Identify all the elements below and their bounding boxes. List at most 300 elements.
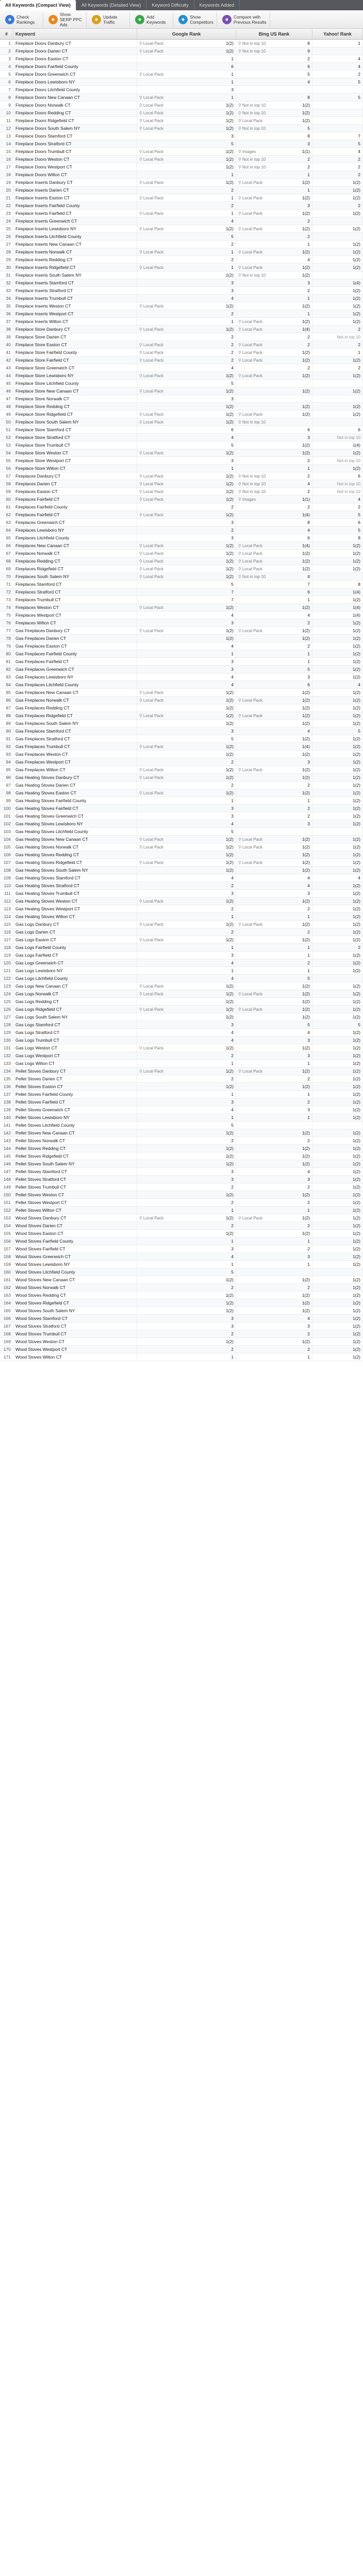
table-row[interactable]: [0, 156, 363, 163]
keyword-cell[interactable]: [13, 488, 137, 495]
keyword-cell[interactable]: [13, 596, 137, 603]
table-row[interactable]: [0, 1153, 363, 1160]
keyword-cell[interactable]: [13, 272, 137, 279]
table-row[interactable]: [0, 1114, 363, 1122]
keyword-cell[interactable]: [13, 851, 137, 858]
table-row[interactable]: [0, 565, 363, 573]
keyword-cell[interactable]: [13, 1098, 137, 1106]
table-row[interactable]: [0, 1261, 363, 1268]
keyword-cell[interactable]: [13, 1315, 137, 1322]
table-row[interactable]: [0, 1060, 363, 1067]
keyword-cell[interactable]: [13, 63, 137, 70]
table-row[interactable]: [0, 859, 363, 867]
table-row[interactable]: [0, 952, 363, 959]
table-row[interactable]: [0, 1307, 363, 1315]
keyword-cell[interactable]: [13, 527, 137, 534]
table-row[interactable]: [0, 47, 363, 55]
keyword-cell[interactable]: [13, 1114, 137, 1121]
table-row[interactable]: [0, 233, 363, 241]
table-row[interactable]: [0, 442, 363, 449]
table-row[interactable]: [0, 913, 363, 921]
keyword-cell[interactable]: [13, 874, 137, 882]
tab-1[interactable]: All Keywords (Detailed View): [76, 0, 146, 10]
table-row[interactable]: [0, 55, 363, 63]
keyword-cell[interactable]: [13, 1183, 137, 1191]
keyword-cell[interactable]: [13, 789, 137, 796]
table-row[interactable]: [0, 1222, 363, 1230]
table-row[interactable]: [0, 1315, 363, 1323]
table-row[interactable]: [0, 712, 363, 720]
table-row[interactable]: [0, 812, 363, 820]
table-row[interactable]: [0, 1168, 363, 1176]
table-row[interactable]: [0, 279, 363, 287]
tab-3[interactable]: Keywords Added: [194, 0, 240, 10]
table-row[interactable]: [0, 1191, 363, 1199]
keyword-cell[interactable]: [13, 534, 137, 541]
table-row[interactable]: [0, 789, 363, 797]
keyword-cell[interactable]: [13, 117, 137, 124]
keyword-cell[interactable]: [13, 194, 137, 201]
table-row[interactable]: [0, 1330, 363, 1338]
table-row[interactable]: [0, 990, 363, 998]
keyword-cell[interactable]: [13, 1067, 137, 1075]
keyword-cell[interactable]: [13, 1191, 137, 1198]
table-row[interactable]: [0, 449, 363, 457]
table-row[interactable]: [0, 627, 363, 635]
keyword-cell[interactable]: [13, 627, 137, 634]
keyword-cell[interactable]: [13, 519, 137, 526]
table-row[interactable]: [0, 928, 363, 936]
table-row[interactable]: [0, 287, 363, 295]
column-header-keyword[interactable]: Keyword: [13, 29, 137, 39]
table-row[interactable]: [0, 959, 363, 967]
table-row[interactable]: [0, 465, 363, 472]
keyword-cell[interactable]: [13, 1029, 137, 1036]
table-row[interactable]: [0, 1122, 363, 1129]
keyword-cell[interactable]: [13, 913, 137, 920]
table-row[interactable]: [0, 326, 363, 333]
table-row[interactable]: [0, 403, 363, 411]
keyword-cell[interactable]: [13, 897, 137, 905]
keyword-cell[interactable]: [13, 928, 137, 936]
table-row[interactable]: [0, 387, 363, 395]
table-row[interactable]: [0, 372, 363, 380]
toolbar-button-3[interactable]: [132, 12, 173, 27]
table-row[interactable]: [0, 1176, 363, 1183]
table-row[interactable]: [0, 1145, 363, 1153]
table-row[interactable]: [0, 434, 363, 442]
table-row[interactable]: [0, 782, 363, 789]
keyword-cell[interactable]: [13, 1052, 137, 1059]
keyword-cell[interactable]: [13, 998, 137, 1005]
toolbar-button-4[interactable]: [175, 12, 217, 27]
keyword-cell[interactable]: [13, 565, 137, 572]
keyword-cell[interactable]: [13, 302, 137, 310]
table-row[interactable]: [0, 1052, 363, 1060]
keyword-cell[interactable]: [13, 1268, 137, 1276]
keyword-cell[interactable]: [13, 1006, 137, 1013]
table-row[interactable]: [0, 418, 363, 426]
keyword-cell[interactable]: [13, 109, 137, 116]
keyword-cell[interactable]: [13, 859, 137, 866]
keyword-cell[interactable]: [13, 774, 137, 781]
keyword-cell[interactable]: [13, 1129, 137, 1137]
keyword-cell[interactable]: [13, 557, 137, 565]
table-row[interactable]: [0, 1006, 363, 1013]
table-row[interactable]: [0, 851, 363, 859]
table-row[interactable]: [0, 936, 363, 944]
table-row[interactable]: [0, 163, 363, 171]
table-row[interactable]: [0, 40, 363, 47]
keyword-cell[interactable]: [13, 395, 137, 402]
keyword-cell[interactable]: [13, 1261, 137, 1268]
table-row[interactable]: [0, 217, 363, 225]
tab-2[interactable]: Keyword Difficulty: [146, 0, 194, 10]
keyword-cell[interactable]: [13, 364, 137, 371]
keyword-cell[interactable]: [13, 1330, 137, 1337]
keyword-cell[interactable]: [13, 357, 137, 364]
keyword-cell[interactable]: [13, 1060, 137, 1067]
keyword-cell[interactable]: [13, 449, 137, 456]
table-row[interactable]: [0, 581, 363, 588]
table-row[interactable]: [0, 635, 363, 642]
keyword-cell[interactable]: [13, 612, 137, 619]
keyword-cell[interactable]: [13, 472, 137, 480]
table-row[interactable]: [0, 542, 363, 550]
table-row[interactable]: [0, 828, 363, 836]
table-row[interactable]: [0, 109, 363, 117]
table-row[interactable]: [0, 225, 363, 233]
table-row[interactable]: [0, 982, 363, 990]
table-row[interactable]: [0, 395, 363, 403]
keyword-cell[interactable]: [13, 40, 137, 47]
table-row[interactable]: [0, 921, 363, 928]
table-row[interactable]: [0, 86, 363, 94]
keyword-cell[interactable]: [13, 828, 137, 835]
table-row[interactable]: [0, 697, 363, 704]
keyword-cell[interactable]: [13, 256, 137, 263]
table-row[interactable]: [0, 1091, 363, 1098]
toolbar-button-5[interactable]: [219, 12, 270, 27]
keyword-cell[interactable]: [13, 542, 137, 549]
keyword-cell[interactable]: [13, 480, 137, 487]
keyword-cell[interactable]: [13, 101, 137, 109]
table-row[interactable]: [0, 1106, 363, 1114]
keyword-cell[interactable]: [13, 47, 137, 55]
keyword-cell[interactable]: [13, 132, 137, 140]
keyword-cell[interactable]: [13, 372, 137, 379]
table-row[interactable]: [0, 511, 363, 519]
keyword-cell[interactable]: [13, 959, 137, 967]
table-row[interactable]: [0, 1284, 363, 1292]
table-row[interactable]: [0, 720, 363, 727]
table-row[interactable]: [0, 666, 363, 673]
table-row[interactable]: [0, 758, 363, 766]
table-row[interactable]: [0, 519, 363, 527]
keyword-cell[interactable]: [13, 782, 137, 789]
keyword-cell[interactable]: [13, 681, 137, 688]
keyword-cell[interactable]: [13, 1346, 137, 1353]
keyword-cell[interactable]: [13, 820, 137, 827]
table-row[interactable]: [0, 187, 363, 194]
table-row[interactable]: [0, 125, 363, 132]
keyword-cell[interactable]: [13, 1253, 137, 1260]
table-row[interactable]: [0, 63, 363, 71]
keyword-cell[interactable]: [13, 310, 137, 317]
table-row[interactable]: [0, 743, 363, 751]
keyword-cell[interactable]: [13, 635, 137, 642]
table-row[interactable]: [0, 71, 363, 78]
table-row[interactable]: [0, 426, 363, 434]
table-row[interactable]: [0, 1299, 363, 1307]
keyword-cell[interactable]: [13, 1338, 137, 1345]
keyword-cell[interactable]: [13, 936, 137, 943]
keyword-cell[interactable]: [13, 642, 137, 650]
keyword-cell[interactable]: [13, 1207, 137, 1214]
table-row[interactable]: [0, 967, 363, 975]
table-row[interactable]: [0, 310, 363, 318]
table-row[interactable]: [0, 1253, 363, 1261]
keyword-cell[interactable]: [13, 341, 137, 348]
table-row[interactable]: [0, 264, 363, 272]
table-row[interactable]: [0, 658, 363, 666]
table-row[interactable]: [0, 503, 363, 511]
table-row[interactable]: [0, 256, 363, 264]
keyword-cell[interactable]: [13, 217, 137, 225]
table-row[interactable]: [0, 132, 363, 140]
table-row[interactable]: [0, 1338, 363, 1346]
table-row[interactable]: [0, 1029, 363, 1037]
keyword-cell[interactable]: [13, 1323, 137, 1330]
keyword-cell[interactable]: [13, 233, 137, 240]
table-row[interactable]: [0, 882, 363, 890]
keyword-cell[interactable]: [13, 1160, 137, 1167]
keyword-cell[interactable]: [13, 843, 137, 851]
table-row[interactable]: [0, 1230, 363, 1238]
keyword-cell[interactable]: [13, 202, 137, 209]
table-row[interactable]: [0, 248, 363, 256]
keyword-cell[interactable]: [13, 1122, 137, 1129]
keyword-cell[interactable]: [13, 982, 137, 990]
keyword-cell[interactable]: [13, 503, 137, 511]
table-row[interactable]: [0, 1021, 363, 1029]
keyword-cell[interactable]: [13, 805, 137, 812]
keyword-cell[interactable]: [13, 1230, 137, 1237]
table-row[interactable]: [0, 557, 363, 565]
table-row[interactable]: [0, 897, 363, 905]
keyword-cell[interactable]: [13, 550, 137, 557]
table-row[interactable]: [0, 364, 363, 372]
table-row[interactable]: [0, 596, 363, 604]
keyword-cell[interactable]: [13, 650, 137, 657]
keyword-cell[interactable]: [13, 140, 137, 147]
keyword-cell[interactable]: [13, 326, 137, 333]
table-row[interactable]: [0, 1214, 363, 1222]
table-row[interactable]: [0, 681, 363, 689]
table-row[interactable]: [0, 890, 363, 897]
keyword-cell[interactable]: [13, 94, 137, 101]
keyword-cell[interactable]: [13, 1284, 137, 1291]
table-row[interactable]: [0, 1276, 363, 1284]
table-row[interactable]: [0, 874, 363, 882]
keyword-cell[interactable]: [13, 921, 137, 928]
keyword-cell[interactable]: [13, 1276, 137, 1283]
keyword-cell[interactable]: [13, 241, 137, 248]
table-row[interactable]: [0, 604, 363, 612]
table-row[interactable]: [0, 411, 363, 418]
keyword-cell[interactable]: [13, 812, 137, 820]
keyword-cell[interactable]: [13, 890, 137, 897]
keyword-cell[interactable]: [13, 735, 137, 742]
keyword-cell[interactable]: [13, 1037, 137, 1044]
table-row[interactable]: [0, 766, 363, 774]
keyword-cell[interactable]: [13, 179, 137, 186]
keyword-cell[interactable]: [13, 1013, 137, 1021]
keyword-cell[interactable]: [13, 1168, 137, 1175]
table-row[interactable]: [0, 349, 363, 357]
keyword-cell[interactable]: [13, 1299, 137, 1307]
table-row[interactable]: [0, 1129, 363, 1137]
table-row[interactable]: [0, 673, 363, 681]
column-header-bing-rank[interactable]: Bing US Rank: [236, 29, 312, 39]
keyword-cell[interactable]: [13, 264, 137, 271]
column-header-number[interactable]: #: [0, 29, 13, 39]
keyword-cell[interactable]: [13, 318, 137, 325]
keyword-cell[interactable]: [13, 1214, 137, 1222]
keyword-cell[interactable]: [13, 125, 137, 132]
keyword-cell[interactable]: [13, 156, 137, 163]
keyword-cell[interactable]: [13, 758, 137, 766]
keyword-cell[interactable]: [13, 295, 137, 302]
table-row[interactable]: [0, 805, 363, 812]
keyword-cell[interactable]: [13, 766, 137, 773]
table-row[interactable]: [0, 1199, 363, 1207]
table-row[interactable]: [0, 1044, 363, 1052]
keyword-cell[interactable]: [13, 967, 137, 974]
table-row[interactable]: [0, 774, 363, 782]
keyword-cell[interactable]: [13, 1176, 137, 1183]
column-header-yahoo-rank[interactable]: Yahoo! Rank: [312, 29, 363, 39]
table-row[interactable]: [0, 944, 363, 952]
table-row[interactable]: [0, 612, 363, 619]
table-row[interactable]: [0, 650, 363, 658]
keyword-cell[interactable]: [13, 380, 137, 387]
keyword-cell[interactable]: [13, 349, 137, 356]
table-row[interactable]: [0, 534, 363, 542]
table-row[interactable]: [0, 573, 363, 581]
table-row[interactable]: [0, 94, 363, 101]
table-row[interactable]: [0, 836, 363, 843]
table-row[interactable]: [0, 527, 363, 534]
table-row[interactable]: [0, 140, 363, 148]
keyword-cell[interactable]: [13, 1106, 137, 1113]
keyword-cell[interactable]: [13, 1021, 137, 1028]
keyword-cell[interactable]: [13, 1075, 137, 1082]
table-row[interactable]: [0, 1137, 363, 1145]
keyword-cell[interactable]: [13, 171, 137, 178]
keyword-cell[interactable]: [13, 496, 137, 503]
table-row[interactable]: [0, 1268, 363, 1276]
table-row[interactable]: [0, 480, 363, 488]
keyword-cell[interactable]: [13, 704, 137, 711]
keyword-cell[interactable]: [13, 743, 137, 750]
keyword-cell[interactable]: [13, 588, 137, 596]
keyword-cell[interactable]: [13, 387, 137, 395]
keyword-cell[interactable]: [13, 225, 137, 232]
table-row[interactable]: [0, 78, 363, 86]
toolbar-button-0[interactable]: [2, 12, 43, 27]
keyword-cell[interactable]: [13, 1083, 137, 1090]
keyword-cell[interactable]: [13, 604, 137, 611]
table-row[interactable]: [0, 642, 363, 650]
keyword-cell[interactable]: [13, 1353, 137, 1361]
table-row[interactable]: [0, 488, 363, 496]
keyword-cell[interactable]: [13, 944, 137, 951]
table-row[interactable]: [0, 735, 363, 743]
keyword-cell[interactable]: [13, 434, 137, 441]
table-row[interactable]: [0, 171, 363, 179]
keyword-cell[interactable]: [13, 411, 137, 418]
table-row[interactable]: [0, 1083, 363, 1091]
keyword-cell[interactable]: [13, 952, 137, 959]
keyword-cell[interactable]: [13, 673, 137, 681]
keyword-cell[interactable]: [13, 1199, 137, 1206]
keyword-cell[interactable]: [13, 148, 137, 155]
keyword-cell[interactable]: [13, 1044, 137, 1052]
keyword-cell[interactable]: [13, 86, 137, 93]
table-row[interactable]: [0, 704, 363, 712]
keyword-cell[interactable]: [13, 720, 137, 727]
table-row[interactable]: [0, 179, 363, 187]
table-row[interactable]: [0, 210, 363, 217]
keyword-cell[interactable]: [13, 55, 137, 62]
table-row[interactable]: [0, 1160, 363, 1168]
tab-0[interactable]: All Keywords (Compact View): [0, 0, 76, 10]
keyword-cell[interactable]: [13, 797, 137, 804]
keyword-cell[interactable]: [13, 666, 137, 673]
keyword-cell[interactable]: [13, 697, 137, 704]
table-row[interactable]: [0, 1098, 363, 1106]
keyword-cell[interactable]: [13, 712, 137, 719]
keyword-cell[interactable]: [13, 333, 137, 341]
keyword-cell[interactable]: [13, 658, 137, 665]
table-row[interactable]: [0, 472, 363, 480]
table-row[interactable]: [0, 194, 363, 202]
keyword-cell[interactable]: [13, 442, 137, 449]
table-row[interactable]: [0, 820, 363, 828]
table-row[interactable]: [0, 457, 363, 465]
table-row[interactable]: [0, 380, 363, 387]
table-row[interactable]: [0, 998, 363, 1006]
keyword-cell[interactable]: [13, 1091, 137, 1098]
keyword-cell[interactable]: [13, 1292, 137, 1299]
keyword-cell[interactable]: [13, 619, 137, 626]
keyword-cell[interactable]: [13, 1245, 137, 1252]
keyword-cell[interactable]: [13, 403, 137, 410]
table-row[interactable]: [0, 357, 363, 364]
toolbar-button-2[interactable]: [89, 12, 130, 27]
table-row[interactable]: [0, 1183, 363, 1191]
table-row[interactable]: [0, 1238, 363, 1245]
table-row[interactable]: [0, 550, 363, 557]
keyword-cell[interactable]: [13, 279, 137, 286]
keyword-cell[interactable]: [13, 581, 137, 588]
keyword-cell[interactable]: [13, 905, 137, 912]
keyword-cell[interactable]: [13, 1137, 137, 1144]
table-row[interactable]: [0, 588, 363, 596]
table-row[interactable]: [0, 975, 363, 982]
table-row[interactable]: [0, 202, 363, 210]
